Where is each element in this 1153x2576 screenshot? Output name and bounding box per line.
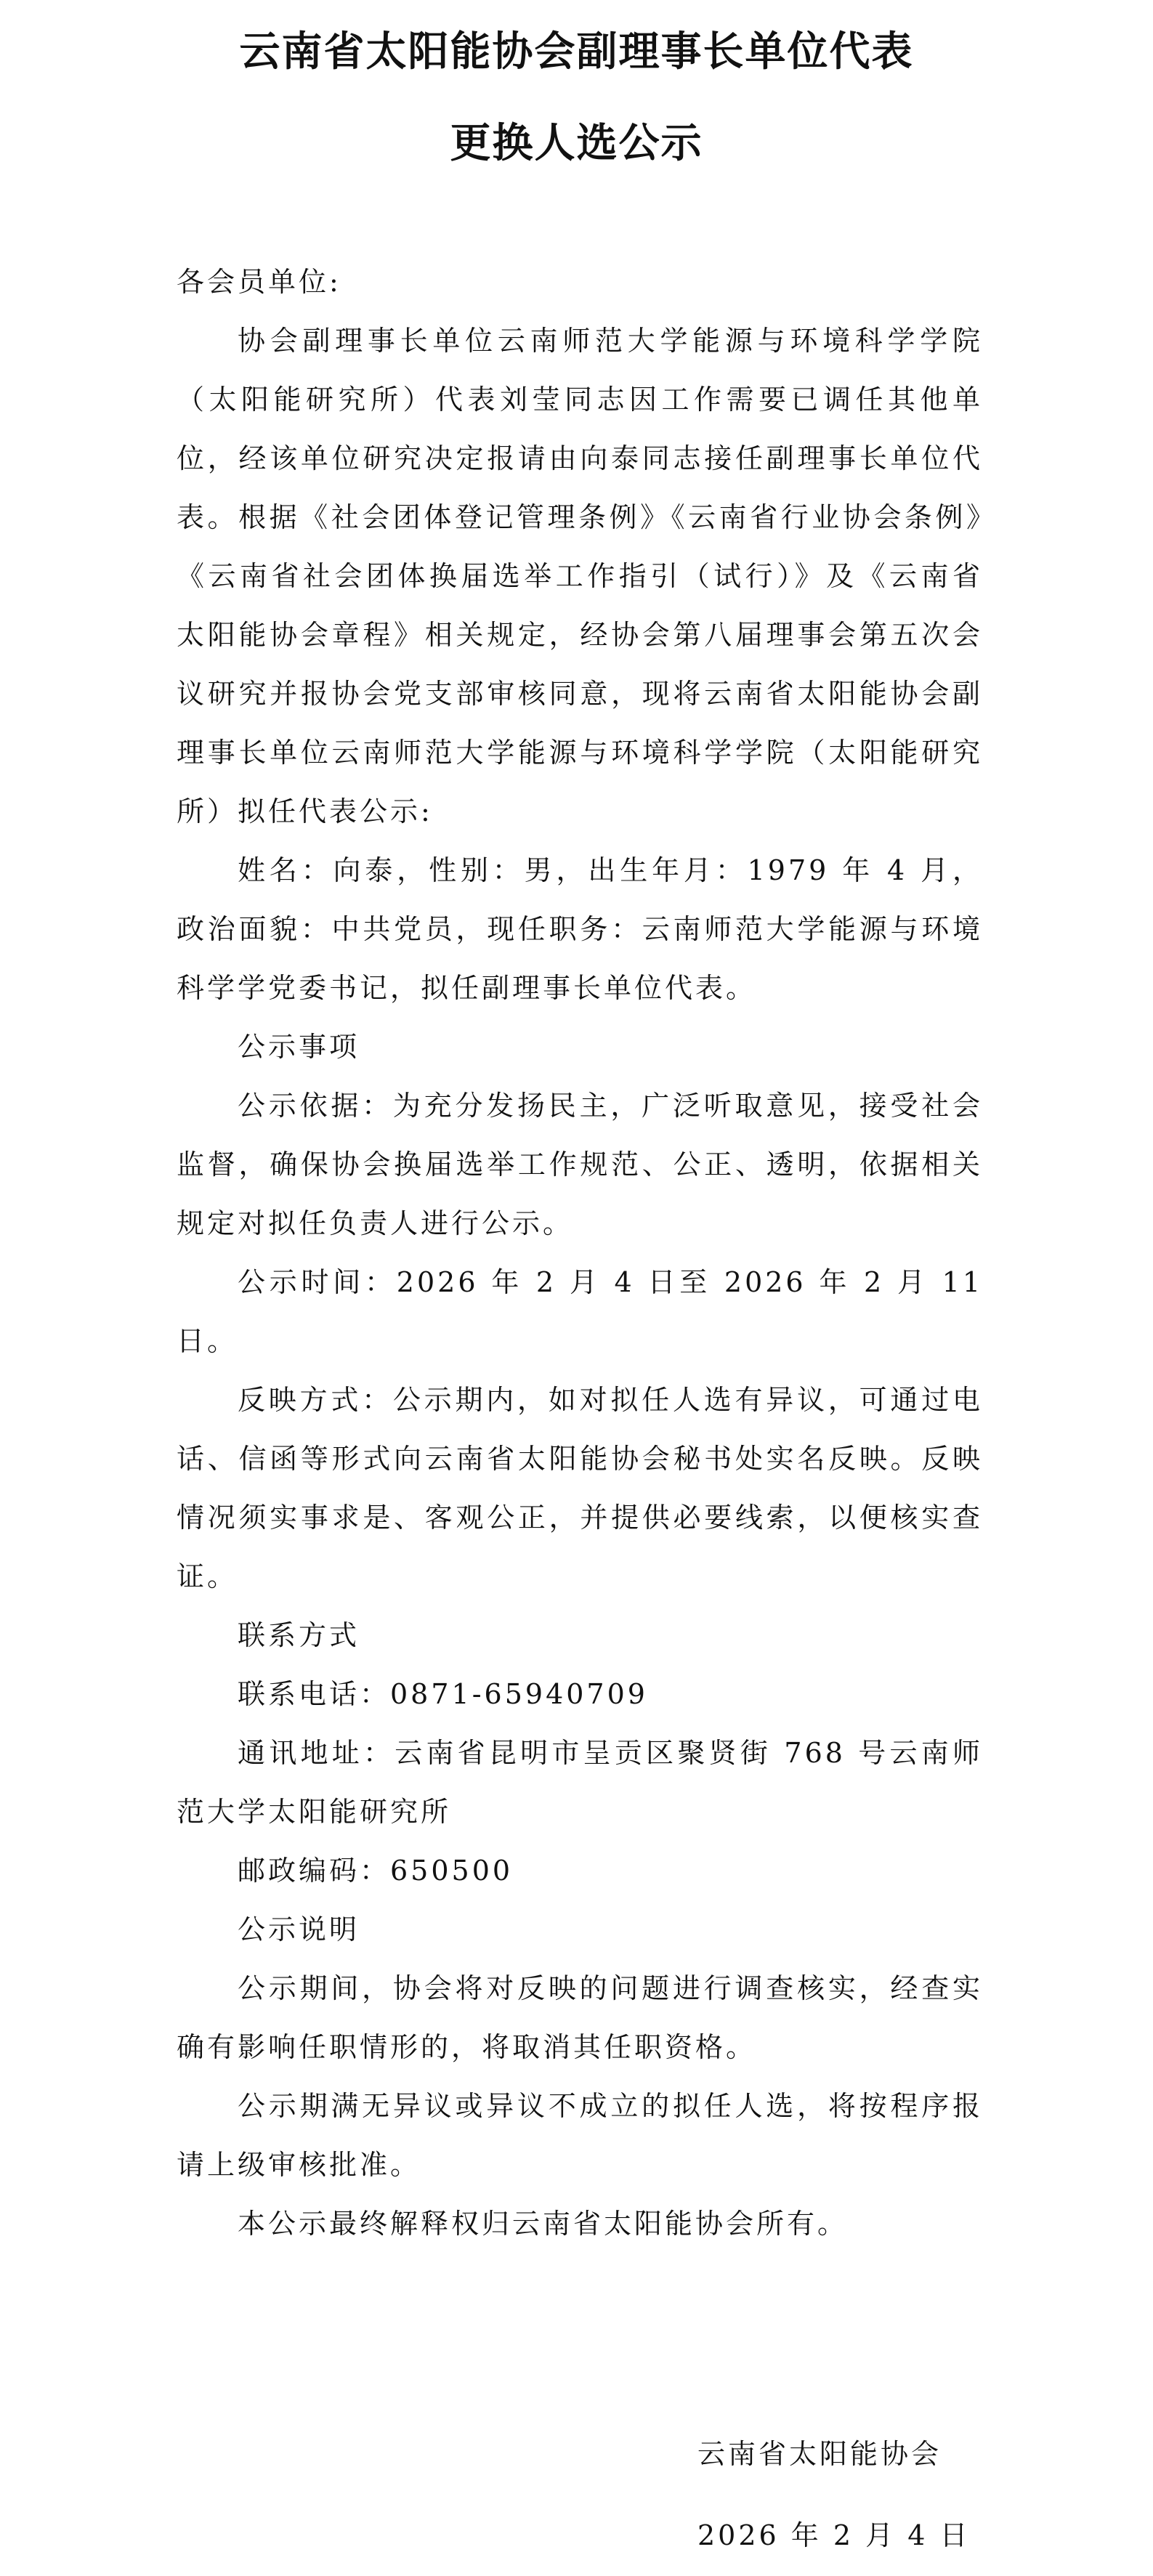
notice-period: 公示时间：2026 年 2 月 4 日至 2026 年 2 月 11 日。 [177, 1266, 983, 1357]
document-title-line-2: 更换人选公示 [450, 120, 703, 167]
intro-paragraph: 协会副理事长单位云南师范大学能源与环境科学学院（太阳能研究所）代表刘莹同志因工作需要已调任其他单位，经该单位研究决定报请由向泰同志接任副理事长单位代表。根据《社会团体登记管理条例》《云南省行业协会条例》《云南省社会团体换届选举工作指引（试行）》及《云南省太阳能协会章程》相关规定，经协会第八届理事会第五次会议研究并报协会党支部审核同意，现将云南省太阳能协会副理事长单位云南师范大学能源与环境科学学院（太阳能研究所）拟任代表公示: [177, 325, 983, 827]
document-title-line-1: 云南省太阳能协会副理事长单位代表 [239, 28, 914, 76]
signature-block [697, 2413, 971, 2576]
contact-postcode: 邮政编码：650500 [238, 1855, 514, 1887]
document-body [177, 253, 983, 2253]
signature-organization: 云南省太阳能协会 [697, 2438, 942, 2470]
candidate-info: 姓名：向泰，性别：男，出生年月：1979 年 4 月，政治面貌：中共党员，现任职务：云南师范大学能源与环境科学学党委书记，拟任副理事长单位代表。 [177, 854, 983, 1004]
notice-basis: 公示依据：为充分发扬民主，广泛听取意见，接受社会监督，确保协会换届选举工作规范、公正、透明，依据相关规定对拟任负责人进行公示。 [177, 1090, 983, 1239]
section-heading-contact: 联系方式 [238, 1619, 360, 1651]
section-heading-explain: 公示说明 [238, 1913, 360, 1945]
contact-address: 通讯地址：云南省昆明市呈贡区聚贤街 768 号云南师范大学太阳能研究所 [177, 1737, 983, 1828]
feedback-method: 反映方式：公示期内，如对拟任人选有异议，可通过电话、信函等形式向云南省太阳能协会秘书处实名反映。反映情况须实事求是、客观公正，并提供必要线索，以便核实查证。 [177, 1384, 983, 1592]
contact-phone: 联系电话：0871-65940709 [238, 1678, 648, 1710]
explain-paragraph-2: 公示期满无异议或异议不成立的拟任人选，将按程序报请上级审核批准。 [177, 2090, 983, 2181]
salutation: 各会员单位: [177, 266, 341, 298]
explain-paragraph-3: 本公示最终解释权归云南省太阳能协会所有。 [238, 2208, 849, 2240]
section-heading-notice: 公示事项 [238, 1031, 360, 1063]
signature-date: 2026 年 2 月 4 日 [697, 2519, 971, 2551]
explain-paragraph-1: 公示期间，协会将对反映的问题进行调查核实，经查实确有影响任职情形的，将取消其任职资格。 [177, 1972, 983, 2063]
